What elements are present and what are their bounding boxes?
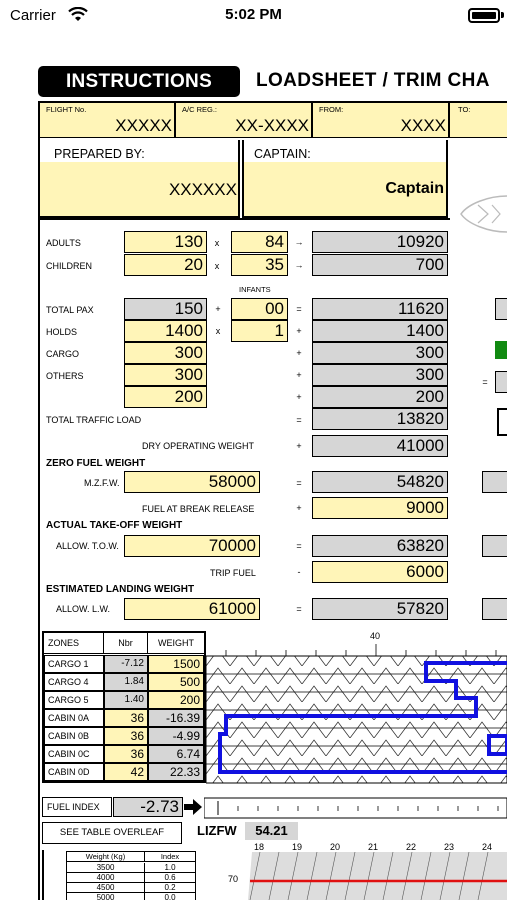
fuel-table-weight: 3500 (67, 863, 145, 873)
fuel-table-index: 0.2 (145, 883, 195, 893)
from-field[interactable]: FROM: XXXX (313, 103, 450, 138)
traffic-load-total: 13820 (312, 408, 448, 430)
children-count-input[interactable]: 20 (124, 254, 207, 276)
status-indicator (495, 341, 507, 359)
fuel-release-input[interactable]: 9000 (312, 497, 448, 519)
zone-label: CARGO 5 (44, 691, 104, 709)
infants-count-input[interactable]: 00 (231, 298, 288, 320)
adults-total: 10920 (312, 231, 448, 253)
others-input[interactable]: 300 (124, 364, 207, 386)
zone-weight: -16.39 (148, 709, 204, 727)
cg-axis-tick: 20 (330, 842, 341, 852)
fuel-table-index: 0.0 (145, 893, 195, 900)
arrow-right-icon: → (294, 260, 304, 270)
fuel-table-weight: 5000 (67, 893, 145, 900)
children-total: 700 (312, 254, 448, 276)
zone-label: CARGO 4 (44, 673, 104, 691)
allow-tow-label: ALLOW. T.O.W. (56, 541, 119, 551)
captain-value: Captain (385, 180, 444, 197)
cargo-total: 300 (312, 342, 448, 364)
tow-value: 63820 (312, 535, 448, 557)
total-pax-label: TOTAL PAX (46, 305, 94, 315)
lw-value: 57820 (312, 598, 448, 620)
zone-label: CABIN 0B (44, 727, 104, 745)
see-table-overleaf-button[interactable]: SEE TABLE OVERLEAF (42, 822, 182, 844)
lw-heading: ESTIMATED LANDING WEIGHT (46, 584, 195, 595)
zfw-value: 54820 (312, 471, 448, 493)
zone-weight: -4.99 (148, 727, 204, 745)
chart-top-tick: 40 (370, 631, 381, 641)
zone-label: CARGO 1 (44, 655, 104, 673)
traffic-load-label: TOTAL TRAFFIC LOAD (46, 415, 142, 425)
trim-chart (206, 630, 507, 785)
flight-value: XXXXX (115, 116, 172, 135)
fuel-table-index: 1.0 (145, 863, 195, 873)
zone-nbr: 1.40 (104, 691, 148, 709)
battery-icon (468, 8, 500, 23)
holds-mult-input[interactable]: 1 (231, 320, 288, 342)
fuel-table-weight: 4500 (67, 883, 145, 893)
cg-axis-tick: 24 (482, 842, 493, 852)
from-value: XXXX (400, 116, 446, 135)
allow-lw-input[interactable]: 61000 (124, 598, 260, 620)
allow-lw-label: ALLOW. L.W. (56, 604, 111, 614)
arrow-right-icon: → (294, 237, 304, 247)
zone-nbr[interactable]: 36 (104, 745, 148, 763)
extra-input[interactable]: 200 (124, 386, 207, 408)
children-label: CHILDREN (46, 261, 93, 271)
clock: 5:02 PM (225, 6, 282, 23)
cargo-input[interactable]: 300 (124, 342, 207, 364)
cg-axis-tick: 18 (254, 842, 265, 852)
cargo-label: CARGO (46, 349, 80, 359)
page-title: LOADSHEET / TRIM CHA (256, 70, 490, 91)
lizfw-value: 54.21 (245, 822, 298, 840)
mzfw-label: M.Z.F.W. (84, 478, 120, 488)
trip-fuel-label: TRIP FUEL (210, 568, 256, 578)
instructions-button[interactable]: INSTRUCTIONS (38, 66, 240, 97)
nbr-header: Nbr (104, 633, 148, 654)
fuel-index-scale (204, 797, 507, 819)
zone-nbr: 1.84 (104, 673, 148, 691)
adults-label: ADULTS (46, 238, 81, 248)
zone-nbr[interactable]: 36 (104, 727, 148, 745)
zone-label: CABIN 0D (44, 763, 104, 781)
prepared-by-value: XXXXXX (168, 180, 237, 199)
children-weight-input[interactable]: 35 (231, 254, 288, 276)
dow-label: DRY OPERATING WEIGHT (142, 441, 255, 451)
zfw-heading: ZERO FUEL WEIGHT (46, 458, 146, 469)
adults-weight-input[interactable]: 84 (231, 231, 288, 253)
trip-fuel-input[interactable]: 6000 (312, 561, 448, 583)
zone-weight: 22.33 (148, 763, 204, 781)
zone-weight[interactable]: 500 (148, 673, 204, 691)
others-label: OTHERS (46, 371, 84, 381)
cg-y-tick: 70 (228, 874, 239, 884)
total-pax-value: 150 (124, 298, 207, 320)
holds-input[interactable]: 1400 (124, 320, 207, 342)
prepared-by-field[interactable]: PREPARED BY: XXXXXX (40, 140, 240, 218)
zone-label: CABIN 0C (44, 745, 104, 763)
weight-header: WEIGHT (148, 633, 204, 654)
fuel-index-value: -2.73 (113, 797, 183, 817)
zone-weight[interactable]: 1500 (148, 655, 204, 673)
adults-count-input[interactable]: 130 (124, 231, 207, 253)
cg-axis-tick: 19 (292, 842, 303, 852)
zone-nbr[interactable]: 42 (104, 763, 148, 781)
status-bar (0, 0, 507, 32)
carrier-label: Carrier (10, 7, 56, 24)
infants-label: INFANTS (239, 285, 271, 294)
fuel-table-index: 0.6 (145, 873, 195, 883)
aircraft-nose-icon (458, 190, 507, 240)
lizfw-label: LIZFW (197, 823, 237, 838)
zone-nbr: -7.12 (104, 655, 148, 673)
cg-axis-tick: 21 (368, 842, 379, 852)
reg-value: XX-XXXX (235, 116, 309, 135)
allow-tow-input[interactable]: 70000 (124, 535, 260, 557)
fuel-index-label: FUEL INDEX (42, 797, 112, 817)
mzfw-input[interactable]: 58000 (124, 471, 260, 493)
cg-axis-tick: 22 (406, 842, 417, 852)
holds-label: HOLDS (46, 327, 78, 337)
cg-axis-tick: 23 (444, 842, 455, 852)
fuel-table-header-weight: Weight (Kg) (67, 852, 145, 862)
reg-field[interactable]: A/C REG.: XX-XXXX (176, 103, 313, 138)
holds-total: 1400 (312, 320, 448, 342)
dow-value: 41000 (312, 435, 448, 457)
fuel-release-label: FUEL AT BREAK RELEASE (142, 504, 255, 514)
tow-heading: ACTUAL TAKE-OFF WEIGHT (46, 520, 183, 531)
others-total: 300 (312, 364, 448, 386)
to-field[interactable]: TO: (450, 103, 507, 138)
flight-field[interactable]: FLIGHT No. XXXXX (40, 103, 176, 138)
fuel-table-weight: 4000 (67, 873, 145, 883)
zone-weight[interactable]: 200 (148, 691, 204, 709)
extra-total: 200 (312, 386, 448, 408)
fuel-table-header-index: Index (145, 852, 195, 862)
arrow-right-icon (184, 798, 202, 816)
zone-weight: 6.74 (148, 745, 204, 763)
zones-header: ZONES (44, 633, 104, 654)
zone-label: CABIN 0A (44, 709, 104, 727)
total-pax-weight: 11620 (312, 298, 448, 320)
captain-field[interactable]: CAPTAIN: Captain (242, 140, 448, 218)
zone-nbr[interactable]: 36 (104, 709, 148, 727)
